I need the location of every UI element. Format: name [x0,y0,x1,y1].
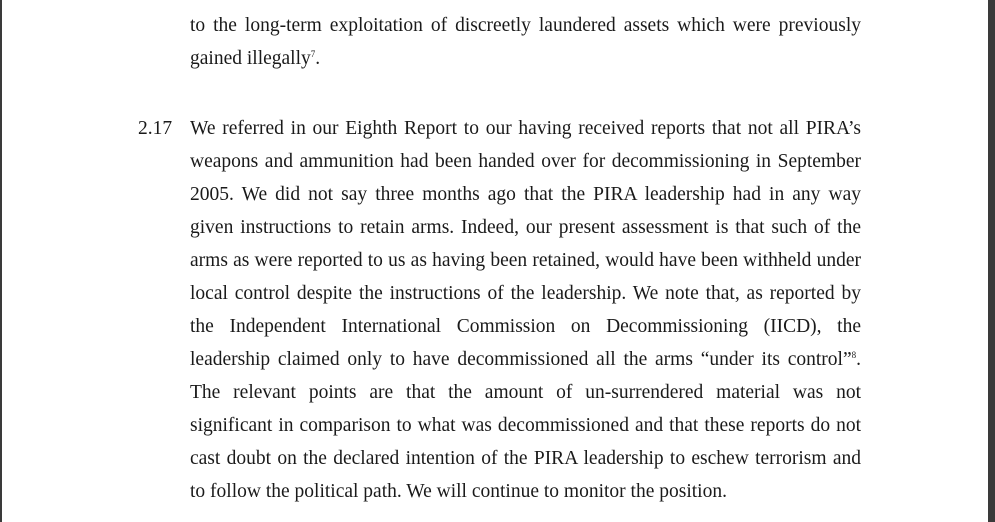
prev-paragraph-end-punct: . [315,48,321,69]
paragraph-line-9: The relevant points are that the amount of un-surrendered material was not [190,382,861,403]
paragraph-number: 2.17 [138,118,173,139]
paragraph-line-7: the Independent International Commission on Decommissioning (IICD), the [190,316,861,337]
paragraph-line-2: weapons and ammunition had been handed over for decommissioning in September [190,151,861,172]
footnote-ref-8[interactable]: 8 [851,350,857,360]
footnote-ref-7[interactable]: 7 [310,49,316,59]
paragraph-line-5: arms as were reported to us as having been retained, would have been withheld under [190,250,861,271]
prev-paragraph-line-1: to the long-term exploitation of discreetly laundered assets which were previously [190,15,861,36]
paragraph-line-11: cast doubt on the declared intention of the PIRA leadership to eschew terrorism and [190,448,861,469]
prev-paragraph-line-2-text: gained illegally [190,48,311,69]
paragraph-line-8 [190,343,861,376]
paragraph-line-6: local control despite the instructions of the leadership. We note that, as reported by [190,283,861,304]
paragraph-line-1: We referred in our Eighth Report to our having received reports that not all PIRA’s [190,118,861,139]
page-left-border [0,0,2,522]
paragraph-line-8-text: leadership claimed only to have decommissioned all the arms “under its control” [190,349,852,370]
page-right-border [988,0,995,522]
paragraph-line-8-end-punct: . [856,349,861,370]
paragraph-line-3: 2005. We did not say three months ago that the PIRA leadership had in any way [190,184,861,205]
paragraph-line-10: significant in comparison to what was decommissioned and that these reports do not [190,415,861,436]
prev-paragraph-line-2 [190,42,861,75]
paragraph-line-12: to follow the political path. We will continue to monitor the position. [190,481,727,502]
paragraph-line-4: given instructions to retain arms. Indeed, our present assessment is that such of the [190,217,861,238]
